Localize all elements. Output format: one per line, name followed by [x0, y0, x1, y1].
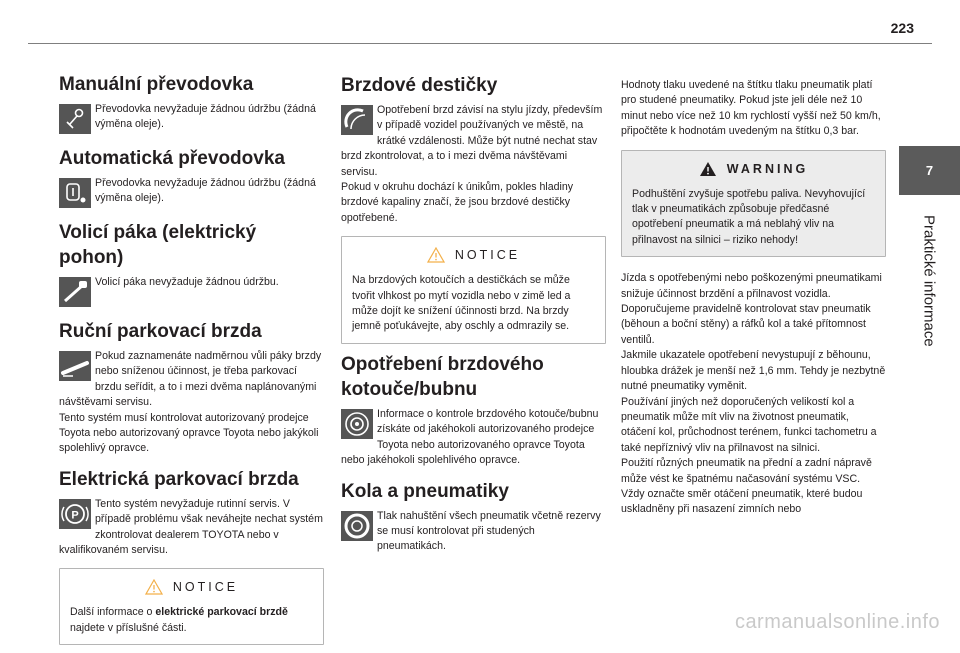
warning-box — [621, 150, 886, 258]
svg-text:P: P — [71, 509, 79, 522]
column-2 — [341, 66, 606, 565]
chapter-tab: 7 — [899, 146, 960, 195]
page-number: 223 — [890, 20, 914, 36]
brake-disc-icon — [341, 409, 373, 439]
handbrake-icon — [59, 351, 91, 381]
tyre-icon — [341, 511, 373, 541]
notice-triangle-icon — [427, 247, 445, 263]
header-divider — [28, 43, 932, 44]
heading-brake-pads: Brzdové destičky — [341, 75, 498, 96]
warning-triangle-icon — [699, 161, 717, 177]
selector-lever-paragraph: Volicí páka nevyžaduje žádnou údržbu. — [59, 275, 324, 309]
column-3 — [621, 78, 886, 518]
warning-header — [622, 151, 885, 185]
automatic-gearbox-paragraph: Převodovka nevyžaduje žádnou údržbu (žádná výměna oleje). — [59, 176, 324, 210]
warning-text: Podhuštění zvyšuje spotřebu paliva. Nevyhovující tlak v pneumatikách způsobuje předčasné opotřebení pneumatik a má neblahý vliv na přilnavost na silnici – riziko nehody! — [632, 187, 866, 246]
handbrake-paragraph: Pokud zaznamenáte nadměrnou vůli páky brzdy nebo sníženou účinnost, je třeba parkovací brzdu seřídit, a to i mezi dvěma naplánovanými návštěvami servisu. Tento systém musí kontrolovat autorizovaný prodejce Toyota nebo autorizovaný opravce Toyota nebo jakýkoli spolehlivý opravce. — [59, 350, 322, 455]
notice-text: Další informace o elektrické parkovací brzdě najdete v příslušné části. — [70, 606, 288, 634]
heading-wheels-tyres: Kola a pneumatiky — [341, 480, 509, 502]
heading-handbrake: Ruční parkovací brzda — [59, 321, 262, 342]
electric-parking-brake-icon — [59, 499, 91, 529]
electric-parking-brake-paragraph: P Tento systém nevyžaduje rutinní servis. V případě problému však neváhejte nechat systém zkontrolovat dealerem TOYOTA nebo v kvalifikovaném servisu. — [59, 497, 323, 557]
heading-electric-parking-brake: Elektrická parkovací brzda — [59, 468, 299, 490]
tyre-pressure-intro: Hodnoty tlaku uvedené na štítku tlaku pneumatik platí pro studené pneumatiky. Pokud jste jeli déle než 10 minut nebo více než 10 km rychlostí vyšší než 50 km/h, připočtěte k hodnotám uvedeným na štítku 0,3 bar. — [621, 79, 881, 138]
notice-box-epb — [59, 568, 324, 645]
brake-pad-icon — [341, 105, 373, 135]
manual-gearbox-paragraph: Převodovka nevyžaduje žádnou údržbu (žádná výměna oleje). — [59, 102, 324, 136]
notice-triangle-icon — [145, 579, 163, 595]
notice-header — [342, 237, 605, 271]
warning-label: WARNING — [726, 161, 809, 176]
heading-brake-disc-wear: Opotřebení brzdového kotouče/bubnu — [341, 353, 544, 400]
watermark: carmanualsonline.info — [734, 611, 940, 633]
heading-manual-gearbox: Manuální převodovka — [59, 74, 254, 95]
wheels-tyres-paragraph: Tlak nahuštění všech pneumatik včetně rezervy se musí kontrolovat při studených pneumatikách. — [341, 509, 606, 555]
brake-disc-paragraph: Informace o kontrole brzdového kotouče/bubnu získáte od jakéhokoli autorizovaného prodejce Toyota nebo autorizovaného opravce Toyota nebo jakéhokoli spolehlivého opravce. — [341, 407, 599, 467]
notice-box-brakes — [341, 236, 606, 344]
heading-selector-lever: Volicí páka (elektrický pohon) — [59, 222, 257, 268]
automatic-gearbox-icon — [59, 178, 91, 208]
notice-label: NOTICE — [454, 248, 521, 263]
chapter-label: Praktické informace — [920, 215, 938, 347]
tyre-wear-paragraph: Jízda s opotřebenými nebo poškozenými pneumatikami snižuje účinnost brzdění a přilnavost vozidla. Doporučujeme pravidelně kontrolovat stav pneumatik (běhoun a boční stěny) a ráfků kol a také přítomnost ventilů. Jakmile ukazatele opotřebení nevystupují z běhounu, hloubka drážek je menší než 1,6 mm. Tehdy je nezbytně nutné pneumatiky vyměnit. Používání jiných než doporučených velikostí kol a pneumatik může mít vliv na životnost pneumatik, otáčení kol, průchodnost terénem, funkci tachometru a také nepříznivý vliv na přilnavost na silnici. Použití různých pneumatik na přední a zadní nápravě může vést ke špatnému načasování systému VSC. Vždy označte směr otáčení pneumatik, které budou uskladněny při nasazení zimních nebo — [621, 272, 886, 516]
gearbox-icon — [59, 104, 91, 134]
brake-pads-paragraph: Opotřebení brzd závisí na stylu jízdy, především v případě vozidel používaných ve městě, na krátké vzdálenosti. Může být nutné nechat stav brzd zkontrolovat, a to i mezi dvěma návštěvami servisu. Pokud v okruhu dochází k únikům, pokles hladiny brzdové kapaliny značí, že jsou brzdové destičky opotřebené. — [341, 104, 603, 224]
heading-automatic-gearbox: Automatická převodovka — [59, 148, 285, 169]
notice-header — [60, 569, 323, 603]
notice-text: Na brzdových kotoučích a destičkách se může tvořit vlhkost po mytí vozidla nebo v zimě led a může dojít ke snížení účinnosti brzd. Na brzdy jemně poťukávejte, aby oschly a odmrazily se. — [352, 274, 571, 333]
selector-lever-icon — [59, 277, 91, 307]
column-1 — [59, 66, 324, 653]
notice-label: NOTICE — [172, 580, 239, 595]
